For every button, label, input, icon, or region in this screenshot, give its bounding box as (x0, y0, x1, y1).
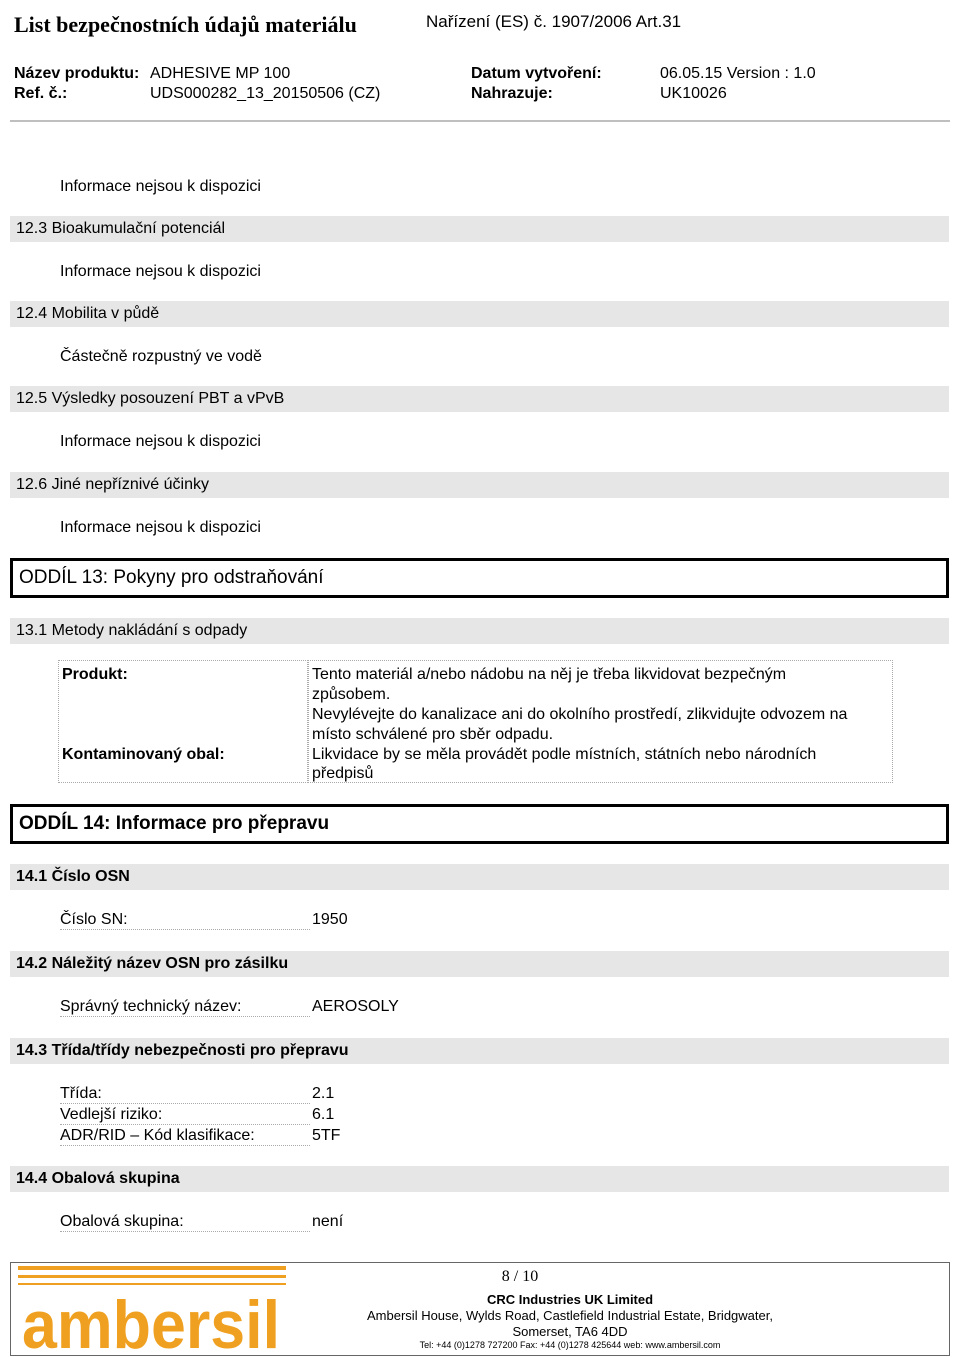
info-text: Informace nejsou k dispozici (60, 433, 261, 450)
subsection-12-5: 12.5 Výsledky posouzení PBT a vPvB (10, 386, 949, 412)
un-number-value: 1950 (312, 911, 348, 928)
subsection-13-1: 13.1 Metody nakládání s odpady (10, 618, 949, 644)
company-contact: Tel: +44 (0)1278 727200 Fax: +44 (0)1278 425644 web: www.ambersil.com (419, 1340, 721, 1350)
subsidiary-risk-value: 6.1 (312, 1106, 335, 1123)
ref-value: UDS000282_13_20150506 (CZ) (150, 85, 381, 102)
created-date-label: Datum vytvoření: (471, 65, 602, 82)
ref-label: Ref. č.: (14, 85, 68, 102)
info-text: Částečně rozpustný ve vodě (60, 348, 262, 365)
replaces-label: Nahrazuje: (471, 85, 553, 102)
section-14-header: ODDÍL 14: Informace pro přepravu (10, 804, 949, 844)
section-13-header: ODDÍL 13: Pokyny pro odstraňování (10, 558, 949, 598)
info-text: Informace nejsou k dispozici (60, 178, 261, 195)
class-value: 2.1 (312, 1085, 335, 1102)
packing-group-label: Obalová skupina: (60, 1213, 310, 1232)
product-text-line: Tento materiál a/nebo nádobu na něj je třeba likvidovat bezpečným (312, 666, 787, 683)
info-text: Informace nejsou k dispozici (60, 519, 261, 536)
ambersil-logo (18, 1266, 286, 1352)
subsection-14-1: 14.1 Číslo OSN (10, 864, 949, 890)
regulation: Nařízení (ES) č. 1907/2006 Art.31 (426, 12, 682, 31)
replaces-value: UK10026 (660, 85, 727, 102)
subsection-14-3: 14.3 Třída/třídy nebezpečnosti pro přepravu (10, 1038, 949, 1064)
class-label: Třída: (60, 1085, 310, 1104)
product-label: Produkt: (62, 666, 128, 683)
packaging-text-line: předpisů (312, 765, 374, 782)
subsidiary-risk-label: Vedlejší riziko: (60, 1106, 310, 1125)
product-text-line: Nevylévejte do kanalizace ani do okolního prostředí, zlikvidujte odvozem na (312, 706, 848, 723)
packaging-label: Kontaminovaný obal: (62, 746, 225, 763)
page-number: 8 / 10 (501, 1268, 539, 1285)
adr-code-value: 5TF (312, 1127, 341, 1144)
logo-stripes (18, 1266, 286, 1285)
technical-name-label: Správný technický název: (60, 998, 310, 1017)
adr-code-label: ADR/RID – Kód klasifikace: (60, 1127, 310, 1146)
company-address-line: Somerset, TA6 4DD (512, 1324, 628, 1339)
created-date-value: 06.05.15 Version : 1.0 (660, 65, 816, 82)
product-name-value: ADHESIVE MP 100 (150, 65, 291, 82)
subsection-14-4: 14.4 Obalová skupina (10, 1166, 949, 1192)
header-divider (10, 120, 950, 122)
un-number-label: Číslo SN: (60, 911, 310, 930)
subsection-12-3: 12.3 Bioakumulační potenciál (10, 216, 949, 242)
subsection-12-4: 12.4 Mobilita v půdě (10, 301, 949, 327)
info-text: Informace nejsou k dispozici (60, 263, 261, 280)
packing-group-value: není (312, 1213, 344, 1230)
product-text-line: způsobem. (312, 686, 391, 703)
document-title: List bezpečnostních údajů materiálu (14, 12, 357, 37)
subsection-12-6: 12.6 Jiné nepříznivé účinky (10, 472, 949, 498)
logo-wordmark: ambersil (22, 1287, 280, 1352)
technical-name-value: AEROSOLY (312, 998, 399, 1015)
packaging-text-line: Likvidace by se měla provádět podle místních, státních nebo národních (312, 746, 817, 763)
company-name: CRC Industries UK Limited (486, 1292, 654, 1307)
subsection-14-2: 14.2 Náležitý název OSN pro zásilku (10, 951, 949, 977)
product-name-label: Název produktu: (14, 65, 140, 82)
product-text-line: místo schválené pro sběr odpadu. (312, 726, 554, 743)
company-address-line: Ambersil House, Wylds Road, Castlefield Industrial Estate, Bridgwater, (367, 1308, 773, 1323)
